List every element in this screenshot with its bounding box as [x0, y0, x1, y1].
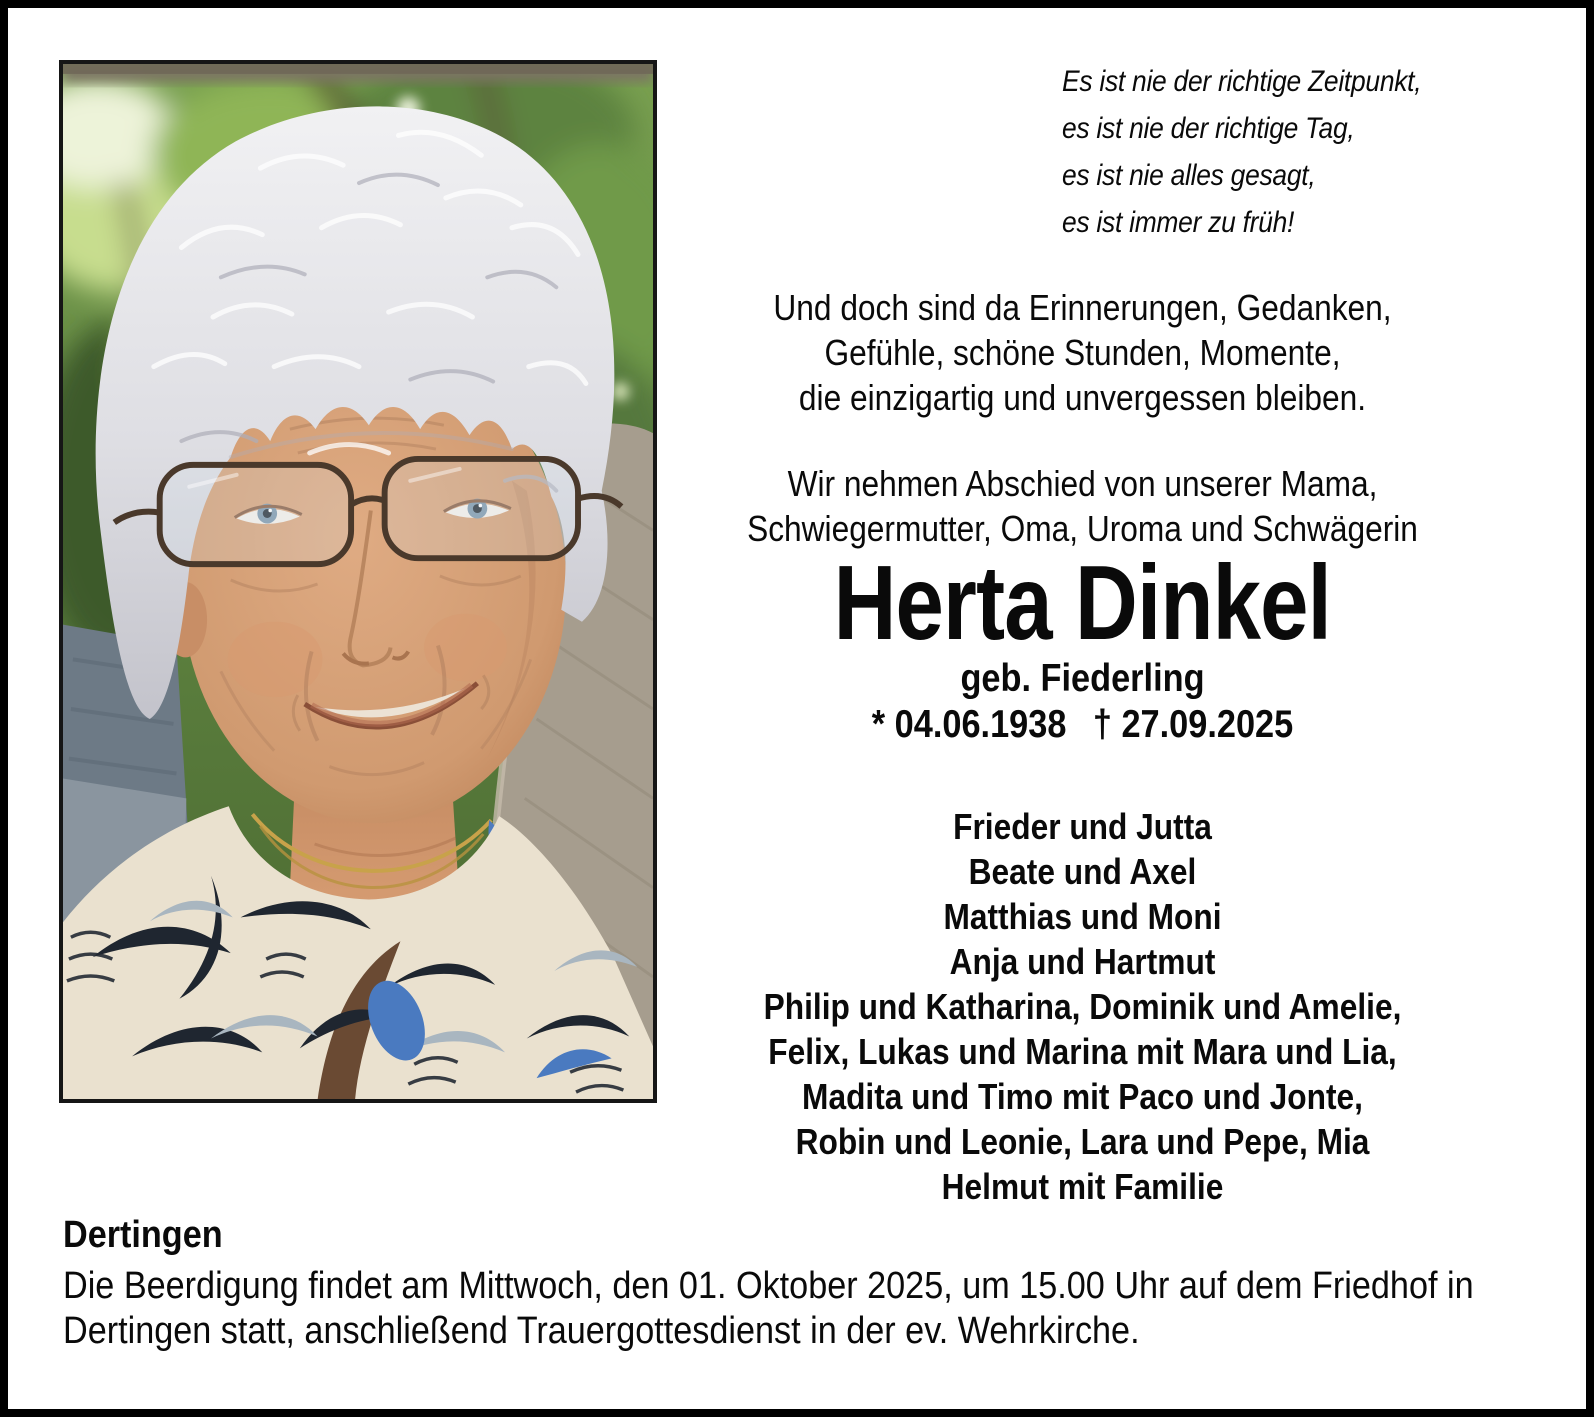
funeral-info-line: Dertingen statt, anschließend Trauergottesdienst in der ev. Wehrkirche.: [63, 1310, 1140, 1352]
poem: [1062, 58, 1421, 246]
poem-line: es ist nie der richtige Tag,: [1062, 112, 1355, 145]
mourner-line: Robin und Leonie, Lara und Pepe, Mia: [795, 1121, 1370, 1162]
intro-text: [711, 285, 1455, 420]
farewell-line: Wir nehmen Abschied von unserer Mama,: [787, 463, 1378, 504]
poem-line: Es ist nie der richtige Zeitpunkt,: [1062, 65, 1422, 98]
intro-line: Und doch sind da Erinnerungen, Gedanken,: [773, 287, 1392, 328]
mourner-line: Anja und Hartmut: [949, 941, 1216, 982]
farewell-line: Schwiegermutter, Oma, Uroma und Schwägerin: [747, 508, 1418, 549]
place-name: Dertingen: [63, 1214, 223, 1256]
intro-line: die einzigartig und unvergessen bleiben.: [798, 377, 1367, 418]
death-date: † 27.09.2025: [1092, 703, 1294, 746]
intro-line: Gefühle, schöne Stunden, Momente,: [824, 332, 1341, 373]
birth-date: * 04.06.1938: [871, 703, 1067, 746]
mourner-line: Helmut mit Familie: [941, 1166, 1224, 1207]
poem-line: es ist immer zu früh!: [1062, 206, 1295, 239]
mourner-line: Beate und Axel: [968, 851, 1197, 892]
poem-line: es ist nie alles gesagt,: [1062, 159, 1316, 192]
funeral-info: [63, 1211, 1474, 1354]
portrait-illustration: [63, 64, 653, 1099]
mourner-line: Madita und Timo mit Paco und Jonte,: [802, 1076, 1363, 1117]
mourner-line: Frieder und Jutta: [953, 806, 1212, 847]
deceased-name-text: Herta Dinkel: [833, 544, 1332, 662]
life-dates: [711, 702, 1455, 747]
maiden-name: geb. Fiederling: [960, 657, 1205, 700]
funeral-info-line: Die Beerdigung findet am Mittwoch, den 01. Oktober 2025, um 15.00 Uhr auf dem Friedhof in: [63, 1265, 1474, 1307]
mourner-line: Matthias und Moni: [943, 896, 1222, 937]
mourner-line: Philip und Katharina, Dominik und Amelie,: [763, 986, 1402, 1027]
farewell-text: [711, 461, 1455, 551]
portrait-photo: [59, 60, 657, 1103]
mourners-list: [711, 804, 1455, 1209]
deceased-name: [660, 544, 1505, 662]
mourner-line: Felix, Lukas und Marina mit Mara und Lia,: [768, 1031, 1397, 1072]
